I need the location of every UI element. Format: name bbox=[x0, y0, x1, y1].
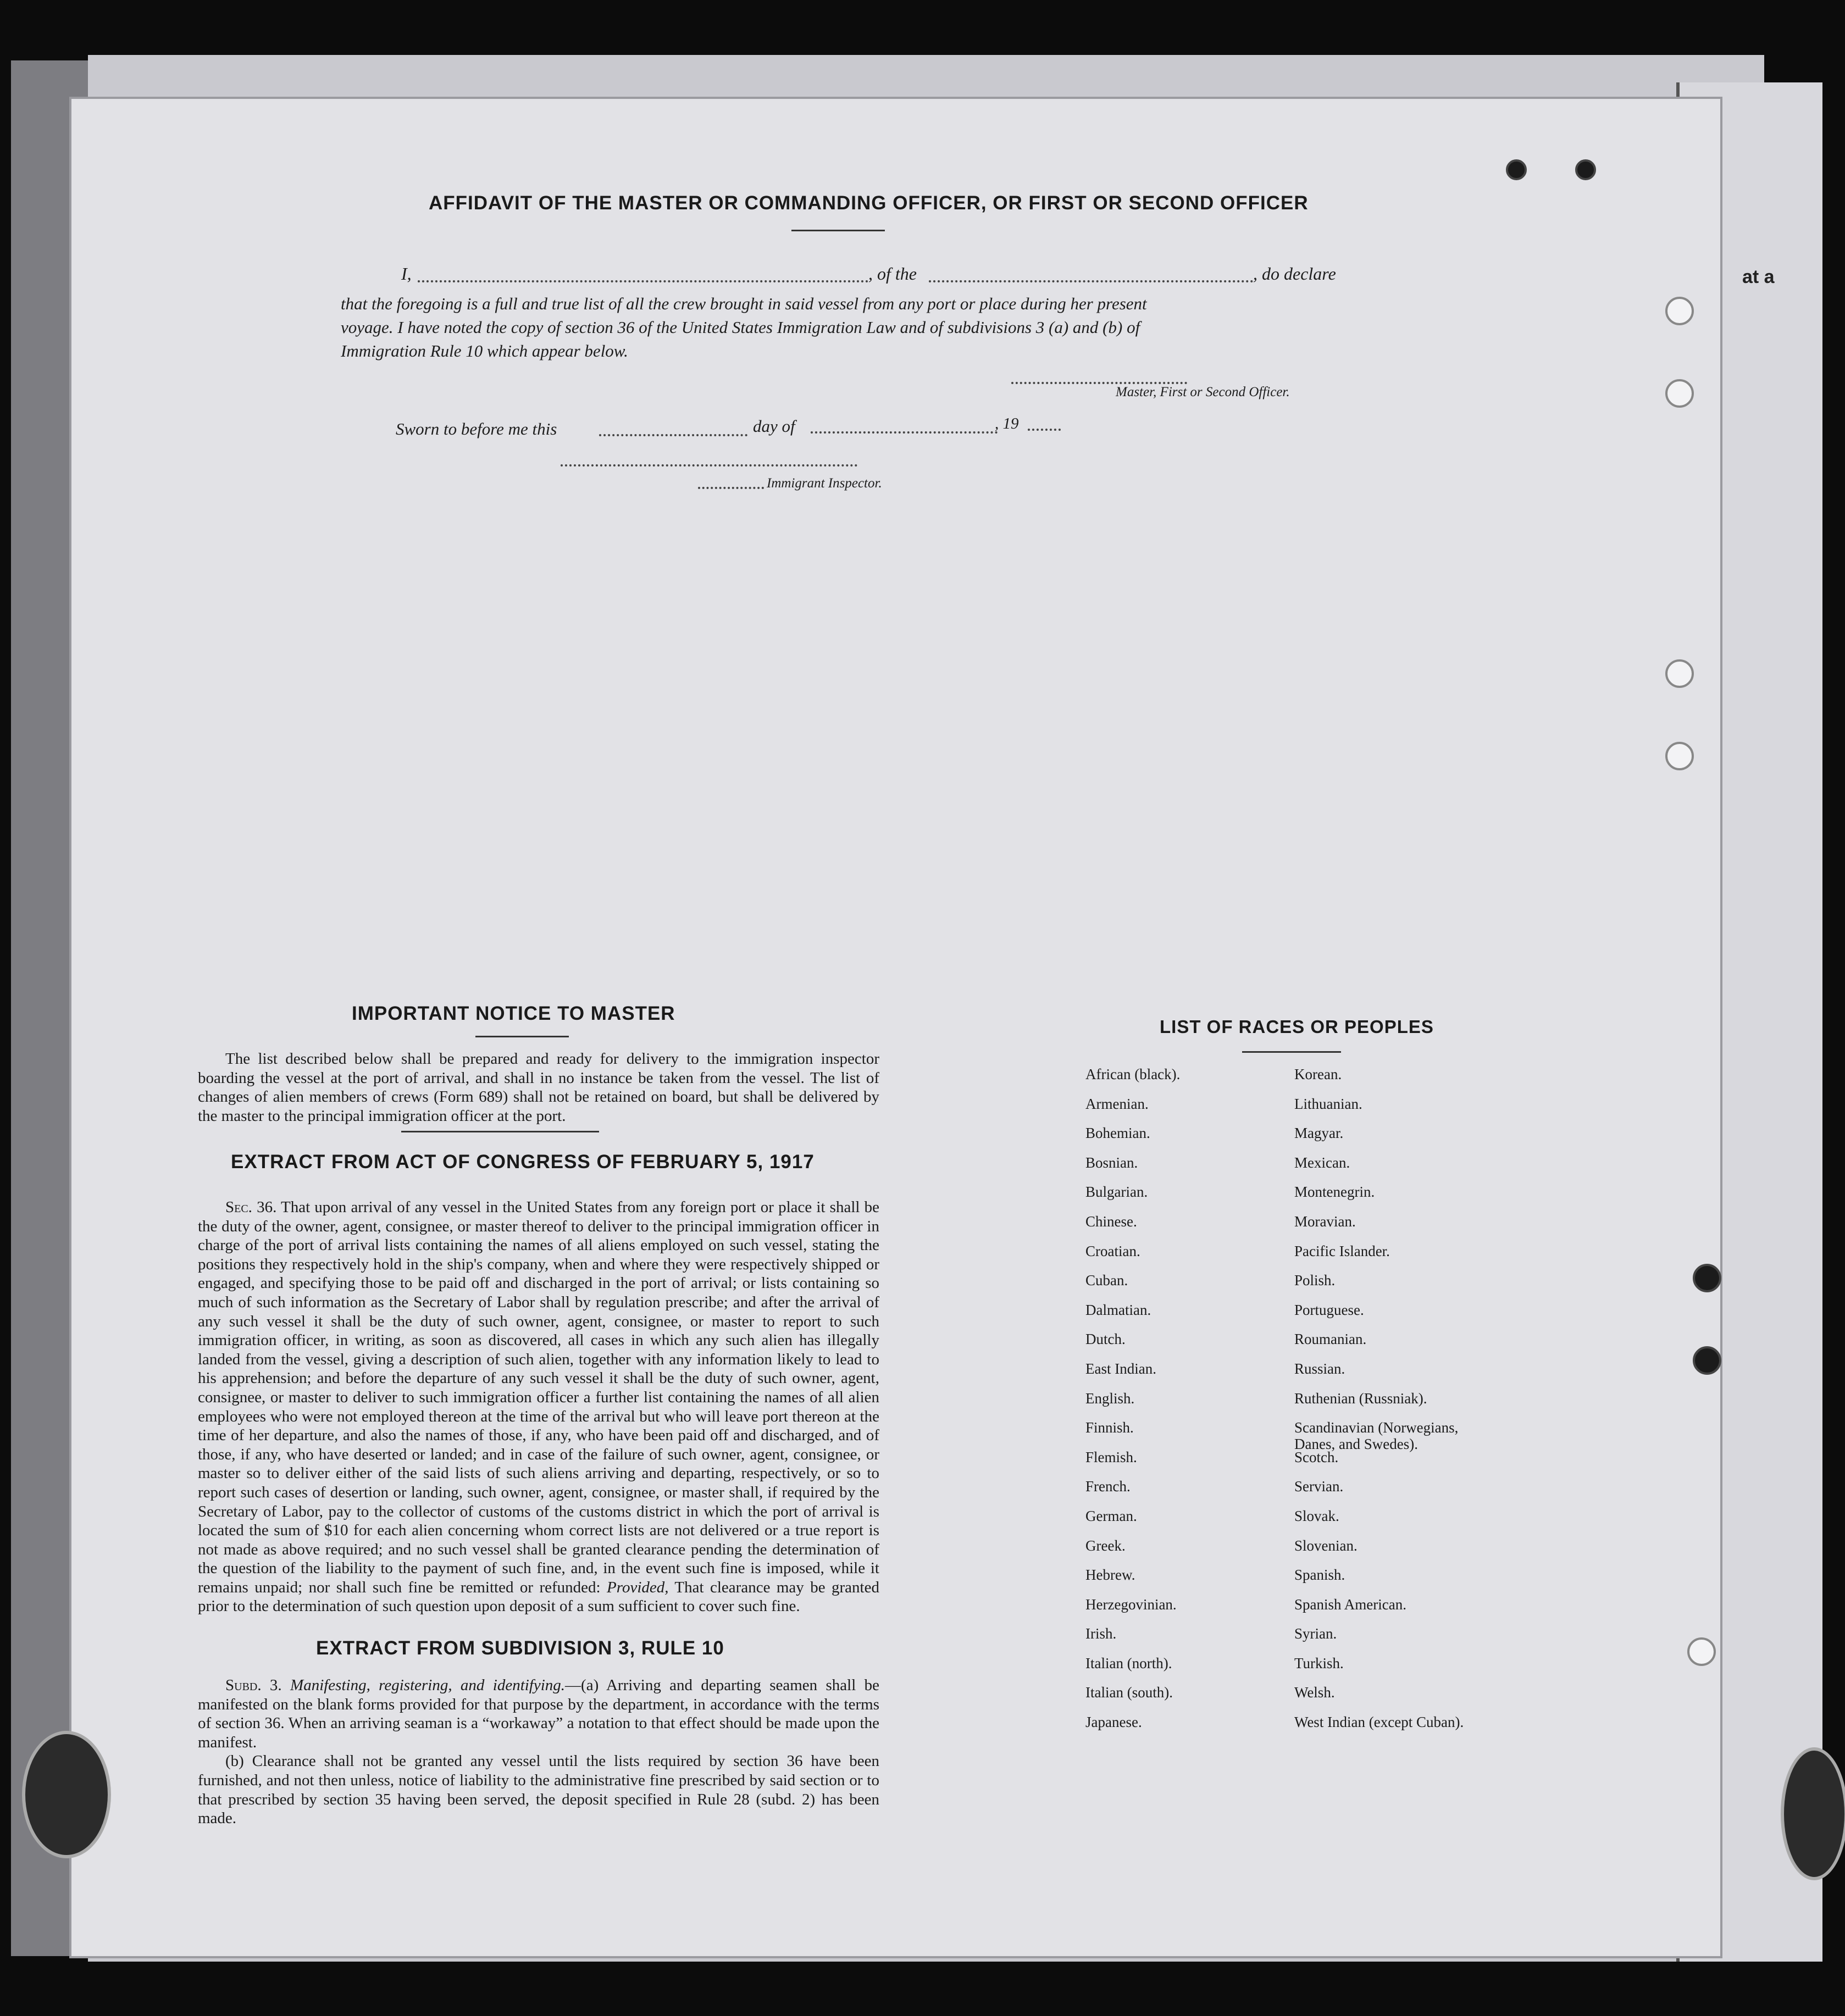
extract-rule-text bbox=[198, 1676, 879, 1828]
race-item: English. bbox=[1085, 1390, 1135, 1407]
seal-stamp-left bbox=[22, 1731, 111, 1858]
race-item: Italian (north). bbox=[1085, 1654, 1172, 1671]
inspector-prefix-field[interactable] bbox=[698, 487, 764, 489]
punch-hole bbox=[1506, 159, 1527, 180]
race-item: Pacific Islander. bbox=[1294, 1242, 1390, 1259]
affidavit-of-the: , of the bbox=[868, 264, 917, 284]
race-item: Herzegovinian. bbox=[1085, 1596, 1177, 1613]
races-left-column bbox=[1085, 1066, 1294, 1743]
race-item: French. bbox=[1085, 1478, 1131, 1495]
race-item: Mexican. bbox=[1294, 1154, 1350, 1171]
extract-act-title: EXTRACT FROM ACT OF CONGRESS OF FEBRUARY 5, 1917 bbox=[231, 1151, 815, 1173]
provided-word: Provided, bbox=[607, 1578, 669, 1596]
race-item: Spanish American. bbox=[1294, 1596, 1406, 1613]
section-text: That upon arrival of any vessel in the United States from any foreign port or place it shall be the duty of the owner, agent, consignee, or master thereof to deliver to the principal immigration officer in charge of the port of arrival lists containing the names of all aliens employed on such vessel, stating the positions they respectively hold in the ship's company, when and where they were respectively shipped or engaged, and specifying those to be paid off and discharged in the port of arrival; or lists containing so much of such information as the Secretary of Labor shall by regulation prescribe; and after the arrival of any such vessel it shall be the duty of such owner, agent, consignee, or master to report to such immigration officer, in writing, as soon as discovered, all cases in which any such alien has illegally landed from the vessel, giving a description of such alien, together with any information likely to lead to his apprehension; and before the departure of any such vessel it shall be the duty of such owner, agent, consignee, or master to deliver to such immigration officer a further list containing the names of all alien employees who were not employed thereon at the time of the arrival but who will leave port thereon at the time of her departure, and also the names of those, if any, who have been paid off and discharged, and of those, if any, who have deserted or landed; and in case of the failure of such owner, agent, consignee, or master so to deliver either of the said lists of such aliens arriving and departing, respectively, or so to report such cases of desertion or landing, such owner, agent, consignee, or master shall, if required by the Secretary of Labor, pay to the collector of customs of the customs district in which the port of arrival is located the sum of $10 for each alien concerning whom correct lists are not delivered or a true report is not made as above required; and no such vessel shall be granted clearance pending the determination of the question of the liability to the payment of such fine, and, in the event such fine is imposed, while it remains unpaid; nor shall such fine be remitted or refunded: bbox=[198, 1198, 879, 1596]
year-label: , 19 bbox=[995, 415, 1019, 432]
day-of-label: day of bbox=[753, 416, 795, 436]
race-item: Spanish. bbox=[1294, 1567, 1345, 1584]
notice-text: The list described below shall be prepared and ready for delivery to the immigration inspector boarding the vessel at the port of arrival, and shall in no instance be taken from the vessel. The list of changes of alien members of crews (Form 689) shall not be retained on board, but shall be delivered by the master to the principal immigration officer at the port. bbox=[198, 1050, 879, 1125]
section-number: Sec. 36. bbox=[225, 1198, 277, 1216]
manifest-page bbox=[71, 99, 1720, 1956]
edge-text: at a bbox=[1742, 266, 1775, 287]
affidavit-line-3: voyage. I have noted the copy of section 36 of the United States Immigration Law and of subdivisions 3 (a) and (b) of bbox=[341, 318, 1140, 337]
subd-number: Subd. 3. bbox=[225, 1676, 282, 1694]
sworn-day-field[interactable] bbox=[599, 434, 747, 436]
binder-hole bbox=[1665, 379, 1694, 408]
name-field[interactable] bbox=[418, 280, 868, 282]
race-item: Flemish. bbox=[1085, 1448, 1137, 1465]
affidavit-line-2: that the foregoing is a full and true list of all the crew brought in said vessel from any port or place during her present bbox=[341, 294, 1147, 313]
race-item: Bohemian. bbox=[1085, 1125, 1150, 1142]
race-item: Ruthenian (Russniak). bbox=[1294, 1390, 1427, 1407]
race-item: Magyar. bbox=[1294, 1125, 1344, 1142]
affidavit-line-4: Immigration Rule 10 which appear below. bbox=[341, 341, 628, 360]
race-item: Servian. bbox=[1294, 1478, 1344, 1495]
race-item: Scotch. bbox=[1294, 1448, 1339, 1465]
race-item: Korean. bbox=[1294, 1066, 1342, 1082]
race-item: Bulgarian. bbox=[1085, 1184, 1148, 1201]
races-title: LIST OF RACES OR PEOPLES bbox=[1160, 1017, 1434, 1037]
divider bbox=[1242, 1051, 1341, 1053]
binder-hole bbox=[1665, 297, 1694, 325]
race-item: Croatian. bbox=[1085, 1242, 1140, 1259]
race-item: Armenian. bbox=[1085, 1095, 1149, 1112]
race-item: Chinese. bbox=[1085, 1213, 1137, 1230]
section-tail: That clearance may be granted prior to the determination of such question upon deposit of a sum sufficient to cover such fine. bbox=[198, 1578, 879, 1615]
vessel-field[interactable] bbox=[929, 280, 1253, 282]
races-right-column bbox=[1294, 1066, 1525, 1743]
race-item: Welsh. bbox=[1294, 1684, 1335, 1701]
race-item: Syrian. bbox=[1294, 1625, 1337, 1642]
race-item: Russian. bbox=[1294, 1360, 1345, 1377]
binder-hole bbox=[1687, 1637, 1716, 1666]
notice-title: IMPORTANT NOTICE TO MASTER bbox=[352, 1003, 675, 1024]
affidavit-do-declare: , do declare bbox=[1253, 264, 1336, 284]
race-item: Hebrew. bbox=[1085, 1567, 1135, 1584]
race-item: Cuban. bbox=[1085, 1272, 1128, 1289]
punch-hole bbox=[1575, 159, 1596, 180]
race-item: Italian (south). bbox=[1085, 1684, 1173, 1701]
race-item: Lithuanian. bbox=[1294, 1095, 1362, 1112]
race-item: Dalmatian. bbox=[1085, 1301, 1151, 1318]
race-item: Irish. bbox=[1085, 1625, 1117, 1642]
race-item: Dutch. bbox=[1085, 1331, 1126, 1348]
binder-hole bbox=[1693, 1346, 1721, 1375]
race-item: Turkish. bbox=[1294, 1654, 1344, 1671]
race-item: Roumanian. bbox=[1294, 1331, 1367, 1348]
master-signature-label: Master, First or Second Officer. bbox=[1116, 385, 1290, 399]
race-item: German. bbox=[1085, 1507, 1137, 1524]
race-item: Greek. bbox=[1085, 1537, 1126, 1554]
binder-hole bbox=[1665, 742, 1694, 770]
binder-hole bbox=[1693, 1264, 1721, 1292]
divider bbox=[791, 230, 885, 231]
master-signature-field[interactable] bbox=[1011, 382, 1187, 384]
subd-title: Manifesting, registering, and identifying. bbox=[290, 1676, 566, 1694]
race-item: Slovenian. bbox=[1294, 1537, 1358, 1554]
race-item: Portuguese. bbox=[1294, 1301, 1364, 1318]
binder-hole bbox=[1665, 659, 1694, 688]
race-item: African (black). bbox=[1085, 1066, 1181, 1082]
extract-rule-title: EXTRACT FROM SUBDIVISION 3, RULE 10 bbox=[316, 1637, 724, 1659]
race-item: Moravian. bbox=[1294, 1213, 1356, 1230]
sworn-year-field[interactable] bbox=[1028, 429, 1061, 431]
race-item: Polish. bbox=[1294, 1272, 1336, 1289]
affidavit-i-label: I, bbox=[401, 264, 412, 284]
race-item: Finnish. bbox=[1085, 1419, 1134, 1436]
sworn-label: Sworn to before me this bbox=[396, 419, 557, 438]
race-item: Japanese. bbox=[1085, 1714, 1142, 1731]
affidavit-title: AFFIDAVIT OF THE MASTER OR COMMANDING OFFICER, OR FIRST OR SECOND OFFICER bbox=[429, 192, 1309, 214]
race-item: Scandinavian (Norwegians, Danes, and Swedes). bbox=[1294, 1419, 1459, 1453]
subd-para-a: —(a) Arriving and departing seamen shall be manifested on the blank forms provided for that purpose by the department, in accordance with the terms of section 36. When an arriving seaman is a “workaway” a notation to that effect should be made upon the manifest. bbox=[198, 1676, 879, 1751]
race-item: Montenegrin. bbox=[1294, 1184, 1375, 1201]
race-item: West Indian (except Cuban). bbox=[1294, 1714, 1464, 1731]
divider bbox=[401, 1131, 599, 1132]
race-item: Bosnian. bbox=[1085, 1154, 1138, 1171]
seal-stamp-right bbox=[1781, 1747, 1845, 1880]
subd-para-b: (b) Clearance shall not be granted any vessel until the lists required by section 36 have been furnished, and not then unless, notice of liability to the administrative fine prescribed by said section or to that prescribed by section 35 having been served, the deposit specified in Rule 28 (subd. 2) has been made. bbox=[198, 1752, 879, 1828]
race-item: Slovak. bbox=[1294, 1507, 1339, 1524]
sworn-month-field[interactable] bbox=[811, 431, 998, 434]
inspector-label: Immigrant Inspector. bbox=[767, 476, 882, 491]
inspector-signature-field[interactable] bbox=[561, 464, 857, 466]
extract-act-text bbox=[198, 1198, 879, 1616]
race-item: East Indian. bbox=[1085, 1360, 1156, 1377]
divider bbox=[475, 1036, 569, 1037]
